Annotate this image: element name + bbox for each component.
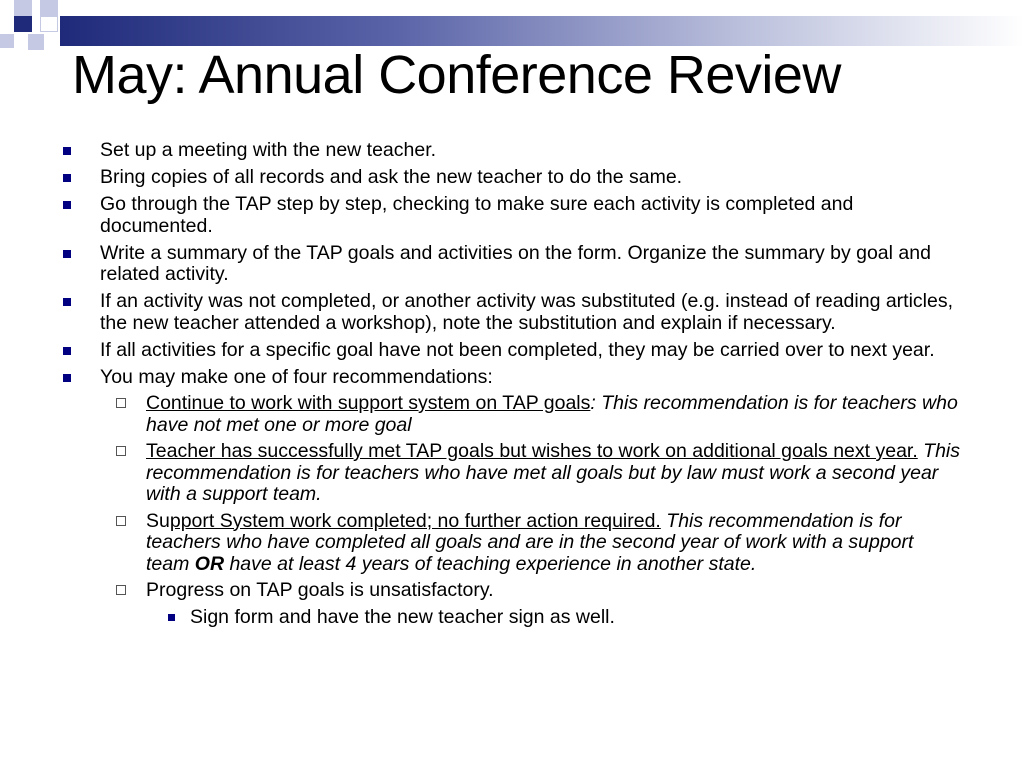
slide-body xyxy=(60,140,960,634)
recommendation-list xyxy=(100,393,960,628)
recommendation-emphasis: OR xyxy=(194,552,225,575)
list-item-text: Write a summary of the TAP goals and activities on the form. Organize the summary by goal and related activity. xyxy=(100,241,931,285)
square-bullet-icon xyxy=(63,174,71,182)
square-bullet-icon xyxy=(168,614,175,621)
recommendation-title: pport System work completed; no further action required. xyxy=(169,509,661,532)
square-bullet-icon xyxy=(63,147,71,155)
square-bullet-icon xyxy=(63,347,71,355)
slide-title: May: Annual Conference Review xyxy=(72,45,841,105)
hollow-square-bullet-icon xyxy=(116,446,126,456)
list-item-text: You may make one of four recommendations: xyxy=(100,365,493,388)
list-item xyxy=(60,167,960,189)
recommendation-title: Continue to work with support system on TAP goals xyxy=(146,392,591,414)
hollow-square-bullet-icon xyxy=(116,516,126,526)
sub-bullet-list xyxy=(146,607,960,629)
sub-list-item xyxy=(146,607,960,629)
recommendation-description: This recommendation is for teachers who have completed all goals and are in the second year of work with a support team xyxy=(146,509,914,575)
recommendation-item xyxy=(100,441,960,506)
list-item-text: Bring copies of all records and ask the new teacher to do the same. xyxy=(100,166,683,188)
decorative-square xyxy=(0,34,14,48)
bullet-list xyxy=(60,140,960,628)
recommendation-item xyxy=(100,393,960,436)
list-item xyxy=(60,340,960,362)
header-gradient-bar xyxy=(60,16,1024,46)
list-item-text: If an activity was not completed, or another activity was substituted (e.g. instead of reading articles, the new teacher attended a workshop), note the substitution and explain if necessary. xyxy=(100,290,954,334)
list-item-text: Set up a meeting with the new teacher. xyxy=(100,139,437,161)
recommendation-description: : This recommendation is for teachers who have not met one or more goal xyxy=(146,392,958,436)
list-item xyxy=(60,243,960,286)
recommendation-description: This recommendation is for teachers who have met all goals but by law must work a second year with a support team. xyxy=(146,440,961,505)
recommendation-item xyxy=(100,511,960,576)
list-item-text: Go through the TAP step by step, checking to make sure each activity is completed and documented. xyxy=(100,193,854,237)
list-item xyxy=(60,194,960,237)
list-item-text: If all activities for a specific goal have not been completed, they may be carried over to next year. xyxy=(100,338,935,361)
decorative-square xyxy=(28,34,44,50)
decorative-square xyxy=(14,16,32,32)
square-bullet-icon xyxy=(63,201,71,209)
list-item xyxy=(60,140,960,162)
square-bullet-icon xyxy=(63,374,71,382)
square-bullet-icon xyxy=(63,298,71,306)
recommendation-title-lead: Su xyxy=(146,509,170,532)
hollow-square-bullet-icon xyxy=(116,398,126,408)
recommendation-item xyxy=(100,580,960,628)
recommendation-title: Teacher has successfully met TAP goals but wishes to work on additional goals next year. xyxy=(146,440,918,462)
list-item-recommendations xyxy=(60,367,960,629)
decorative-square xyxy=(40,16,58,32)
recommendation-title: Progress on TAP goals is unsatisfactory. xyxy=(146,579,494,601)
recommendation-description-continued: have at least 4 years of teaching experience in another state. xyxy=(224,552,757,575)
list-item xyxy=(60,291,960,334)
decorative-square xyxy=(14,0,32,16)
sub-list-item-text: Sign form and have the new teacher sign as well. xyxy=(190,605,615,628)
decorative-square xyxy=(40,0,58,16)
hollow-square-bullet-icon xyxy=(116,585,126,595)
square-bullet-icon xyxy=(63,250,71,258)
